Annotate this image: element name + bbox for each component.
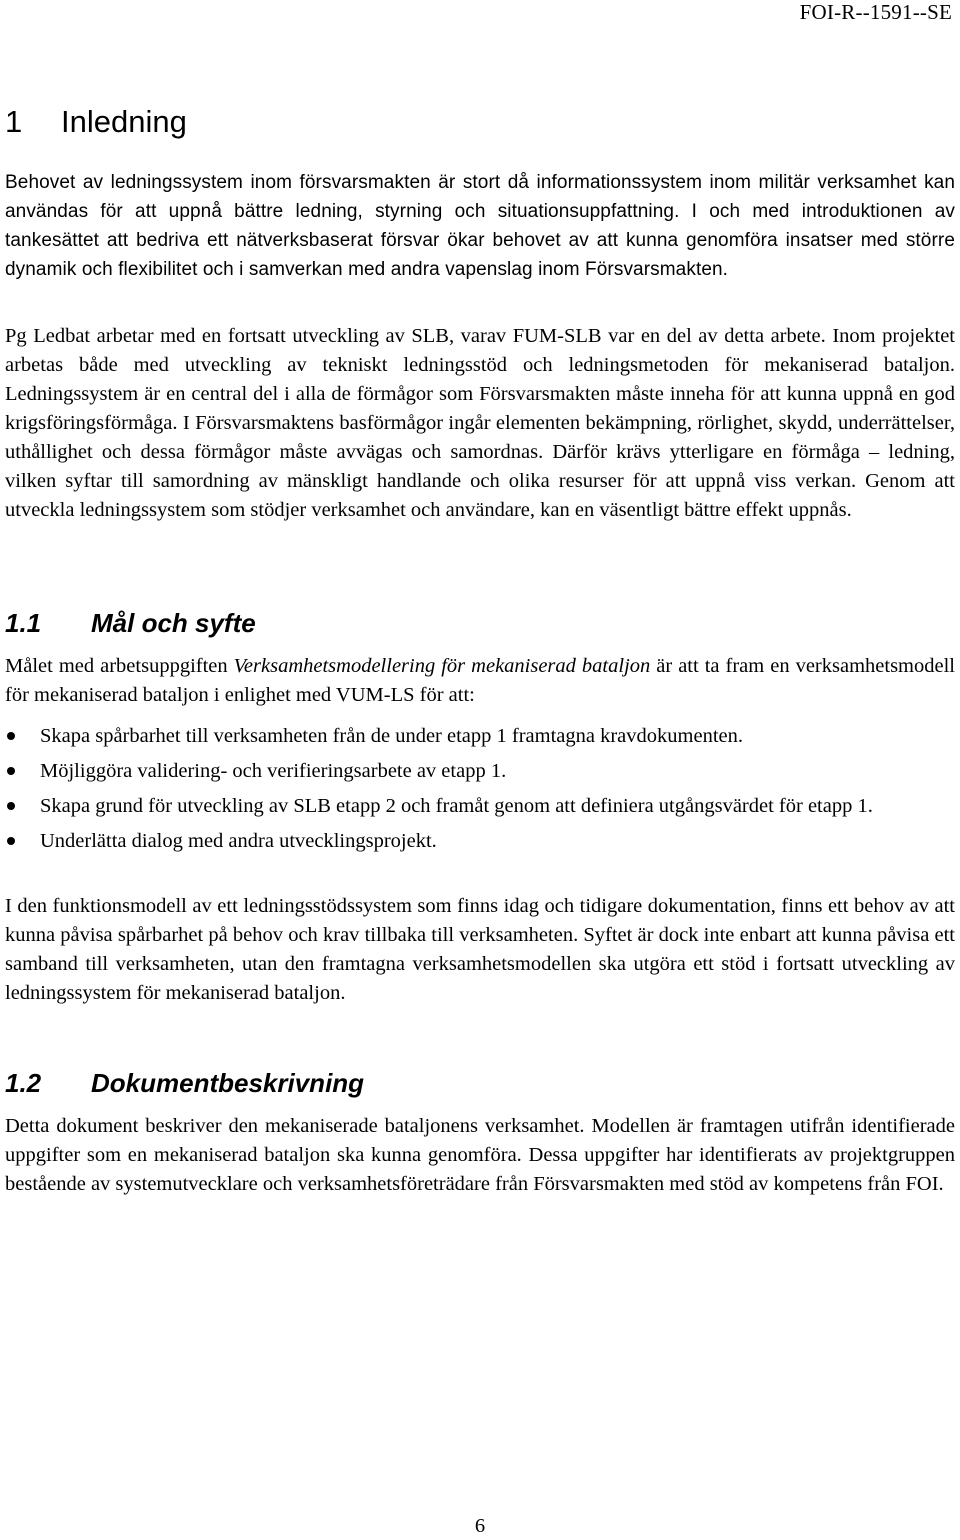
bullet-dot-icon [7, 837, 15, 845]
page-number: 6 [474, 1515, 486, 1537]
bullet-item [0, 827, 955, 856]
bullet-dot-icon [7, 732, 15, 740]
bullet-text: Möjliggöra validering- och verifieringsarbete av etapp 1. [40, 760, 507, 782]
section-1-1-heading [5, 608, 256, 639]
intro-text-after: är att ta fram en verksamhetsmodell för mekaniserad bataljon i enlighet med VUM-LS för att: [5, 655, 955, 706]
section-1-paragraph-2: Pg Ledbat arbetar med en fortsatt utveckling av SLB, varav FUM-SLB var en del av detta arbete. Inom projektet arbetas både med utveckling av tekniskt ledningsstöd och ledningsmetoden för mekaniserad bataljon. Ledningssystem är en central del i alla de förmågor som Försvarsmakten måste inneha för att kunna uppnå en god krigsföringsförmåga. I Försvarsmaktens basförmågor ingår elementen bekämpning, rörlighet, skydd, underrättelser, uthållighet och dessa förmågor måste avvägas och samordnas. Därför krävs ytterligare en förmåga – ledning, vilken syftar till samordning av mänskligt handlande och olika resurser för att uppnå viss verkan. Genom att utveckla ledningssystem som stödjer verksamhet och användare, kan en väsentligt bättre effekt uppnås. [5, 325, 955, 521]
section-1-2-title: Dokumentbeskrivning [91, 1068, 365, 1098]
section-1-2-paragraph: Detta dokument beskriver den mekaniserade bataljonens verksamhet. Modellen är framtagen utifrån identifierade uppgifter som en mekaniserad bataljon ska kunna genomföra. Dessa uppgifter har identifierats av projektgruppen bestående av systemutvecklare och verksamhetsföreträdare från Försvarsmakten med stöd av kompetens från FOI. [5, 1115, 955, 1195]
bullet-text: Skapa grund för utveckling av SLB etapp 2 och framåt genom att definiera utgångsvärdet för etapp 1. [40, 795, 873, 817]
bullet-item [0, 757, 955, 786]
section-1-1-title: Mål och syfte [91, 608, 256, 638]
section-1-title: Inledning [61, 104, 187, 139]
section-1-1-intro [5, 652, 955, 710]
section-1-heading [5, 104, 187, 140]
section-1-number: 1 [5, 104, 23, 139]
bullet-text: Skapa spårbarhet till verksamheten från de under etapp 1 framtagna kravdokumenten. [40, 725, 743, 747]
bullet-dot-icon [7, 802, 15, 810]
report-code: FOI-R--1591--SE [799, 0, 952, 24]
section-1-paragraph-1: Behovet av ledningssystem inom försvarsmakten är stort då informationssystem inom militär verksamhet kan användas för att uppnå bättre ledning, styrning och situationsuppfattning. I och med introduktionen av tankesättet att bedriva ett nätverksbaserat försvar ökar behovet av att kunna genomföra insatser med större dynamik och flexibilitet och i samverkan med andra vapenslag inom Försvarsmakten. [5, 172, 955, 280]
section-1-1-paragraph: I den funktionsmodell av ett ledningsstödssystem som finns idag och tidigare dokumentation, finns ett behov av att kunna påvisa spårbarhet på behov och krav tillbaka till verksamheten. Syftet är dock inte enbart att kunna påvisa ett samband till verksamheten, utan den framtagna verksamhetsmodellen ska utgöra ett stöd i fortsatt utveckling av ledningssystem för mekaniserad bataljon. [5, 895, 955, 1004]
section-1-2-number: 1.2 [5, 1068, 42, 1098]
bullet-text: Underlätta dialog med andra utvecklingsprojekt. [40, 830, 437, 852]
bullet-item [0, 792, 955, 821]
section-1-1-number: 1.1 [5, 608, 42, 638]
bullet-dot-icon [7, 767, 15, 775]
intro-text-before: Målet med arbetsuppgiften [5, 655, 234, 677]
bullet-item [0, 722, 955, 751]
goals-bullet-list [0, 722, 955, 862]
task-title-italic: Verksamhetsmodellering för mekaniserad bataljon [233, 655, 651, 677]
section-1-2-heading [5, 1068, 364, 1099]
